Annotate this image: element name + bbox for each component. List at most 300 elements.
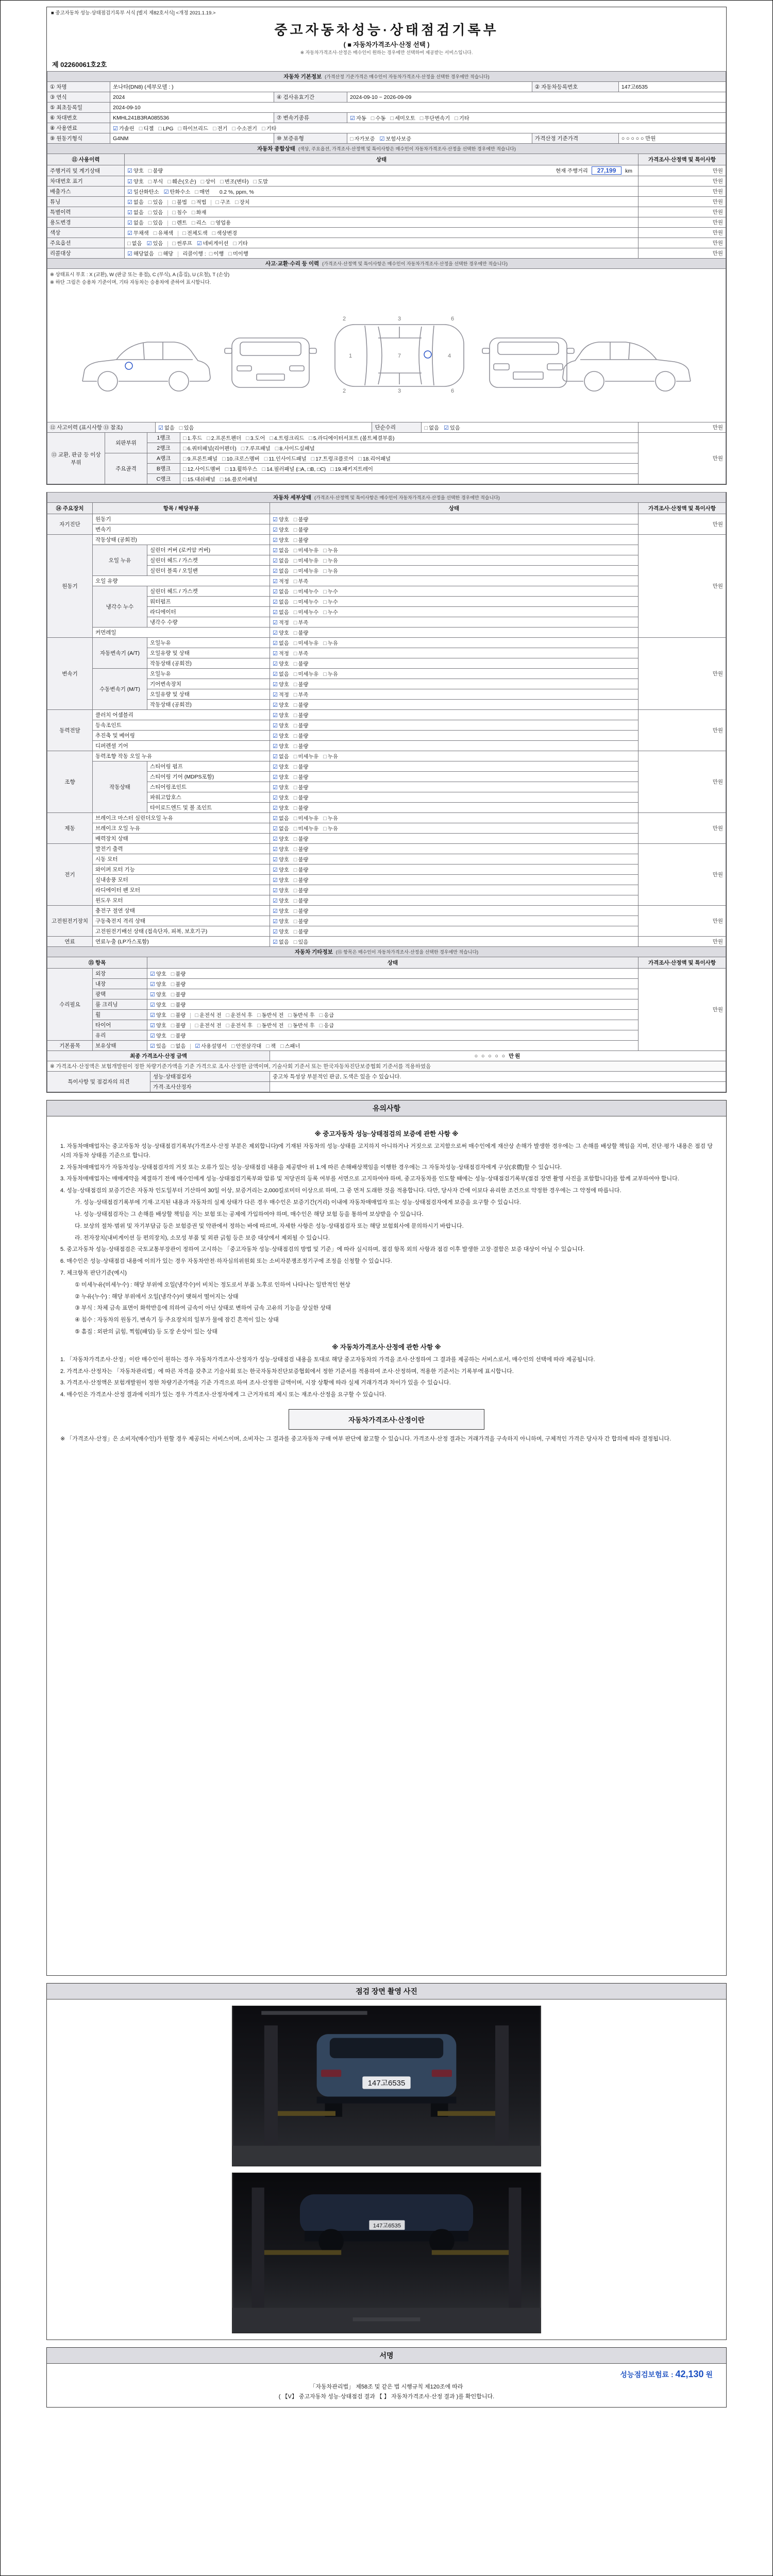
notice-body	[47, 1116, 726, 1454]
col-item: 항목 / 해당부품	[93, 503, 270, 514]
checkbox-option[interactable]: □ 기타	[455, 115, 469, 122]
checkbox-option[interactable]: □ 누유	[323, 671, 338, 677]
checkbox-option[interactable]: ☑ 있음	[150, 1043, 166, 1049]
checkbox-option[interactable]: □ 자가보증	[350, 136, 375, 142]
checkbox-option[interactable]: □ 없음	[171, 1043, 186, 1049]
warranty-options	[347, 133, 532, 144]
checkbox-option[interactable]: ☑ 양호	[273, 723, 289, 729]
amount-cell: 만원	[638, 207, 726, 217]
checkbox-option[interactable]: ☑ 없음	[273, 640, 289, 647]
year-value: 2024	[110, 92, 274, 103]
checkbox-option[interactable]: ☑ 양호	[273, 867, 289, 873]
checkbox-option[interactable]: □ 동반석 후	[288, 1012, 315, 1019]
checkbox-option[interactable]: ☑ 없음	[273, 939, 289, 945]
checkbox-option[interactable]: ☑ 있음	[146, 241, 163, 247]
checkbox-option[interactable]: □ 12.사이드멤버	[183, 466, 221, 472]
checkbox-option[interactable]: ☑ 양호	[273, 682, 289, 688]
page-title: 중고자동차성능·상태점검기록부	[274, 22, 499, 38]
checkbox-icon: □	[212, 230, 216, 236]
device-item-state	[270, 782, 638, 792]
checkbox-option[interactable]: ☑ 일산화탄소	[127, 189, 159, 195]
device-row	[47, 689, 726, 700]
checkbox-option[interactable]: ☑ 양호	[127, 179, 144, 185]
checkbox-option[interactable]: □ 누유	[323, 754, 338, 760]
checkbox-option[interactable]: □ 불량	[293, 713, 309, 719]
checkbox-option[interactable]: □ 불량	[293, 867, 309, 873]
checkbox-option[interactable]: ☑ 양호	[273, 836, 289, 842]
checkbox-option[interactable]: □ 10.크로스멤버	[222, 456, 260, 462]
checkbox-icon: □	[148, 179, 152, 185]
checkbox-option[interactable]: □ 미세누유	[293, 816, 319, 822]
device-item-state	[270, 700, 638, 710]
checkbox-option[interactable]: □ 불량	[171, 1033, 186, 1039]
checkbox-option[interactable]: □ 리스	[191, 220, 207, 226]
document-number: 제 02260061호2호	[52, 61, 107, 69]
checkbox-option[interactable]: □ 1.후드	[183, 435, 203, 442]
checkbox-option[interactable]: □ 부족	[293, 692, 309, 698]
checkbox-icon: □	[293, 908, 297, 914]
checkbox-option[interactable]: ☑ 양호	[150, 1012, 166, 1019]
checkbox-option[interactable]: ☑ 없음	[273, 589, 289, 595]
fee-value: 42,130	[675, 2369, 704, 2379]
checkbox-option[interactable]: □ 동반석 후	[288, 1023, 315, 1029]
checkbox-option[interactable]: □ 5.라디에이터서포트 (볼트체결부품)	[309, 435, 395, 442]
checkbox-option[interactable]: □ 무단변속기	[419, 115, 450, 122]
checkbox-option[interactable]: □ 미세누유	[293, 568, 319, 574]
checkbox-option[interactable]: □ 누유	[323, 816, 338, 822]
checkbox-option[interactable]: □ 14.필러패널 (□A, □B, □C)	[262, 466, 326, 472]
checkbox-option[interactable]: □ 11.인사이드패널	[264, 456, 307, 462]
checkbox-icon: ☑	[273, 754, 278, 760]
device-row	[47, 916, 726, 926]
checkbox-option[interactable]: □ 세미오토	[390, 115, 415, 122]
checkbox-option[interactable]: ☑ 양호	[150, 1023, 166, 1029]
checkbox-option[interactable]: □ 13.휠하우스	[225, 466, 258, 472]
svg-text:4: 4	[447, 353, 451, 359]
checkbox-option[interactable]: □ 불법	[172, 199, 187, 206]
checkbox-option[interactable]: □ 누수	[323, 609, 338, 616]
checkbox-option[interactable]: □ 불량	[293, 630, 309, 636]
checkbox-option[interactable]: ☑ 양호	[273, 713, 289, 719]
checkbox-option[interactable]: □ 수동	[371, 115, 386, 122]
etc-info-table	[47, 946, 726, 1051]
checkbox-option[interactable]: □ 2.프론트펜더	[207, 435, 242, 442]
checkbox-option[interactable]: □ 불량	[293, 743, 309, 750]
checkbox-option[interactable]: □ 불량	[293, 764, 309, 770]
checkbox-option[interactable]: □ 없음	[424, 425, 440, 431]
checkbox-option[interactable]: □ 미세누유	[293, 558, 319, 564]
checkbox-option[interactable]: ☑ 양호	[273, 527, 289, 533]
checkbox-option[interactable]: ☑ 양호	[273, 785, 289, 791]
checkbox-option[interactable]: □ 불량	[293, 919, 309, 925]
checkbox-icon: ☑	[163, 189, 169, 195]
checkbox-icon: ☑	[273, 548, 278, 554]
checkbox-option[interactable]: □ 4.트렁크리드	[270, 435, 305, 442]
device-item-state	[270, 761, 638, 772]
checkbox-option[interactable]: □ 영업용	[211, 220, 231, 226]
checkbox-option[interactable]: ☑ 해당없음	[127, 251, 154, 257]
checkbox-option[interactable]: □ 누유	[323, 568, 338, 574]
checkbox-icon: □	[293, 630, 297, 636]
checkbox-option[interactable]: □ 있음	[148, 220, 163, 226]
checkbox-option[interactable]: □ 부식	[148, 179, 163, 185]
checkbox-option[interactable]: □ 미이행	[228, 251, 248, 257]
checkbox-option[interactable]: ☑ 양호	[273, 743, 289, 750]
engine-type-value: G4NM	[110, 133, 274, 144]
checkbox-option[interactable]: □ 상이	[200, 179, 216, 185]
checkbox-option[interactable]: □ 불량	[171, 971, 186, 977]
checkbox-icon: ☑	[273, 661, 278, 667]
checkbox-icon: □	[293, 805, 297, 811]
checkbox-option[interactable]: ☑ 양호	[150, 971, 166, 977]
checkbox-option[interactable]: □ 불량	[171, 1002, 186, 1008]
checkbox-option[interactable]: □ 미세누유	[293, 826, 319, 832]
checkbox-option[interactable]: ☑ 없음	[273, 826, 289, 832]
checkbox-option[interactable]: □ 변조(변타)	[220, 179, 249, 185]
checkbox-option[interactable]: □ 미세누수	[293, 599, 319, 605]
notice-title: 유의사항	[47, 1100, 726, 1116]
checkbox-option[interactable]: □ LPG	[158, 126, 174, 132]
checkbox-icon: □	[139, 126, 143, 132]
checkbox-option[interactable]: ☑ 무채색	[127, 230, 149, 236]
checkbox-option[interactable]: □ 불량	[293, 723, 309, 729]
checkbox-option[interactable]: □ 훼손(오손)	[167, 179, 196, 185]
checkbox-icon: ☑	[273, 702, 278, 708]
checkbox-option[interactable]: ☑ 양호	[273, 929, 289, 935]
checkbox-option[interactable]: □ 불량	[293, 888, 309, 894]
checkbox-option[interactable]: ☑ 없음	[273, 671, 289, 677]
checkbox-icon: □	[293, 774, 297, 781]
device-row	[47, 658, 726, 669]
device-item-state	[270, 803, 638, 813]
amount-cell: 만원	[638, 638, 726, 710]
checkbox-option[interactable]: □ 누유	[323, 640, 338, 647]
notice-paragraph: 2. 가격조사·산정자는 「자동차관리법」에 따른 자격을 갖추고 기술사회 또는 한국자동차진단보증협회에서 정한 기준서를 적용하여 조사·산정하며, 적용한 기준서는 기록부에 표시합니다.	[60, 1368, 514, 1375]
checkbox-option[interactable]: ☑ 탄화수소	[163, 189, 191, 195]
checkbox-option[interactable]: ☑ 없음	[273, 548, 289, 554]
checkbox-option[interactable]: □ 불량	[293, 898, 309, 904]
checkbox-icon: □	[293, 888, 297, 894]
checkbox-option[interactable]: □ 불량	[293, 785, 309, 791]
device-item-label: 오일유량 및 상태	[147, 648, 270, 658]
checkbox-option[interactable]: □ 기타	[233, 241, 248, 247]
amount-cell: 만원	[638, 813, 726, 844]
checkbox-option[interactable]: □ 미세누수	[293, 609, 319, 616]
checkbox-option[interactable]: ☑ 양호	[273, 877, 289, 884]
device-item-state	[270, 555, 638, 566]
checkbox-icon: □	[171, 992, 175, 998]
device-row	[47, 885, 726, 895]
checkbox-option[interactable]: □ 불량	[293, 805, 309, 811]
checkbox-option[interactable]: □ 응급	[319, 1023, 334, 1029]
checkbox-icon: □	[171, 981, 175, 988]
device-group-label: 원동기	[47, 535, 93, 638]
checkbox-option[interactable]: ☑ 양호	[273, 805, 289, 811]
device-item-label: 오일 유량	[93, 576, 270, 586]
checkbox-option[interactable]: □ 없음	[127, 241, 142, 247]
checkbox-icon: ☑	[127, 168, 132, 174]
checkbox-option[interactable]: ☑ 없음	[273, 816, 289, 822]
checkbox-option[interactable]: □ 불량	[171, 1012, 186, 1019]
checkbox-option[interactable]: □ 미세누수	[293, 589, 319, 595]
checkbox-option[interactable]: □ 부족	[293, 620, 309, 626]
checkbox-option[interactable]: □ 운전석 후	[226, 1012, 253, 1019]
checkbox-option[interactable]: ☑ 없음	[127, 210, 144, 216]
checkbox-option[interactable]: ☑ 없음	[273, 568, 289, 574]
checkbox-icon: □	[350, 136, 354, 142]
checkbox-option[interactable]: □ 미세누유	[293, 548, 319, 554]
checkbox-option[interactable]: □ 불량	[293, 836, 309, 842]
notice-footer: ※ 「가격조사·산정」은 소비자(매수인)가 원할 경우 제공되는 서비스이며, 소비자는 그 결과를 중고자동차 구매 여부 판단에 참고할 수 있습니다. 가격조사·산정 결과는 거래가격을 구속하지 아니하며, 구체적인 가격은 당사자 간 합의에 따라 결정됩니다.	[60, 1436, 671, 1443]
checkbox-icon: □	[288, 1023, 292, 1029]
base-price-label: 가격산정 기준가격	[532, 133, 618, 144]
checkbox-option[interactable]: ☑ 양호	[273, 702, 289, 708]
checkbox-option[interactable]: ☑ 양호	[273, 919, 289, 925]
checkbox-option[interactable]: ☑ 양호	[150, 1002, 166, 1008]
checkbox-option[interactable]: ☑ 양호	[273, 630, 289, 636]
checkbox-option[interactable]: ☑ 보험사보증	[379, 136, 412, 142]
checkbox-option[interactable]: ☑ 양호	[150, 992, 166, 998]
checkbox-option[interactable]: □ 동반석 전	[257, 1023, 284, 1029]
checkbox-option[interactable]: ☑ 양호	[273, 888, 289, 894]
amount-cell: 만원	[638, 710, 726, 751]
device-row	[47, 669, 726, 679]
detail-state-block	[46, 492, 727, 1093]
checkbox-option[interactable]: ☑ 양호	[273, 898, 289, 904]
checkbox-option[interactable]: □ 있음	[179, 425, 194, 431]
checkbox-icon: □	[293, 898, 297, 904]
checkbox-option[interactable]: □ 구조	[215, 199, 231, 206]
checkbox-icon: □	[293, 785, 297, 791]
checkbox-option[interactable]: □ 잭	[266, 1043, 276, 1049]
checkbox-option[interactable]: □ 불량	[293, 774, 309, 781]
notice-paragraph: 2. 자동차매매업자가 자동차성능·상태점검자의 거짓 또는 오류가 있는 성능·상태점검 내용을 제공받아 위 1.에 따른 손해배상책임을 이행한 경우에는 그 자동차성능·상태점검자에게 구상(求償)할 수 있습니다.	[60, 1164, 562, 1171]
checkbox-option[interactable]: ☑ 양호	[273, 661, 289, 667]
checkbox-option[interactable]: □ 3.도어	[246, 435, 265, 442]
checkbox-option[interactable]: □ 불량	[293, 908, 309, 914]
checkbox-option[interactable]: ☑ 양호	[273, 764, 289, 770]
checkbox-option[interactable]: ☑ 양호	[273, 795, 289, 801]
checkbox-icon: ☑	[127, 189, 132, 195]
checkbox-option[interactable]: □ 적법	[191, 199, 207, 206]
checkbox-option[interactable]: □ 기타	[261, 126, 277, 132]
checkbox-option[interactable]: ☑ 적정	[273, 692, 289, 698]
device-row	[47, 782, 726, 792]
year-label: ③ 연식	[47, 92, 110, 103]
checkbox-option[interactable]: □ 수소전기	[232, 126, 257, 132]
checkbox-option[interactable]: ☑ 양호	[273, 517, 289, 523]
checkbox-option[interactable]: ☑ 양호	[273, 857, 289, 863]
checkbox-option[interactable]: ☑ 양호	[273, 908, 289, 914]
checkbox-icon: □	[275, 446, 279, 452]
checkbox-option[interactable]: □ 화재	[191, 210, 207, 216]
repair-needed-label: 수리필요	[47, 969, 93, 1041]
checkbox-option[interactable]: □ 있음	[293, 939, 309, 945]
checkbox-icon: □	[293, 671, 297, 677]
checkbox-icon: □	[195, 1023, 198, 1029]
notice-paragraph: 6. 매수인은 성능·상태점검 내용에 이의가 있는 경우 자동차안전·하자심의위원회 또는 소비자분쟁조정기구에 조정을 신청할 수 있습니다.	[60, 1258, 392, 1265]
checkbox-icon: ☑	[273, 537, 278, 544]
checkbox-option[interactable]: □ 운전석 전	[195, 1023, 222, 1029]
notice-paragraph: 1. 자동차매매업자는 중고자동차 성능·상태점검기록부(가격조사·산정 부분은 제외합니다)에 기재된 자동차의 성능·상태를 고지하지 아니하거나 거짓으로 고지함으로써 매수인에게 재산상 손해가 발생한 경우에는 그 손해를 배상할 책임을 지며, 진단·평가 내용은 점검 당시의 자동차 상태를 기준으로 합니다.	[60, 1143, 713, 1159]
checkbox-option[interactable]: ☑ 양호	[150, 981, 166, 988]
device-item-state	[270, 834, 638, 844]
first-reg-value: 2024-09-10	[110, 103, 726, 113]
checkbox-option[interactable]: □ 불량	[293, 846, 309, 853]
checkbox-option[interactable]: ☑ 가솔린	[113, 126, 135, 132]
checkbox-icon: ☑	[273, 898, 278, 904]
checkbox-option[interactable]: ☑ 없음	[158, 425, 175, 431]
checkbox-option[interactable]: □ 불량	[293, 537, 309, 544]
checkbox-icon: □	[293, 579, 297, 585]
checkbox-option[interactable]: □ 17.트렁크플로어	[311, 456, 354, 462]
checkbox-option[interactable]: ☑ 양호	[127, 168, 144, 174]
checkbox-option[interactable]: □ 미세누유	[293, 754, 319, 760]
checkbox-option[interactable]: □ 6.쿼터패널(리어펜더)	[183, 446, 237, 452]
checkbox-icon: ☑	[273, 620, 278, 626]
checkbox-option[interactable]: □ 장치	[235, 199, 250, 206]
checkbox-option[interactable]: □ 썬루프	[172, 241, 192, 247]
device-sub-label: 냉각수 누수	[93, 586, 147, 628]
checkbox-option[interactable]: ☑ 자동	[350, 115, 366, 122]
checkbox-option[interactable]: □ 불량	[293, 877, 309, 884]
checkbox-option[interactable]: □ 안전삼각대	[231, 1043, 262, 1049]
device-row	[47, 535, 726, 545]
checkbox-option[interactable]: □ 7.루프패널	[241, 446, 271, 452]
notice-paragraph: 7. 체크항목 판단기준(예시)	[60, 1269, 127, 1276]
checkbox-icon: ☑	[273, 692, 278, 698]
checkbox-option[interactable]: ☑ 적정	[273, 620, 289, 626]
checkbox-option[interactable]: □ 불량	[293, 795, 309, 801]
checkbox-option[interactable]: □ 불량	[293, 929, 309, 935]
checkbox-option[interactable]: □ 불량	[148, 168, 163, 174]
device-item-state	[270, 720, 638, 731]
checkbox-icon: ☑	[273, 877, 278, 884]
checkbox-option[interactable]: □ 운전석 전	[195, 1012, 222, 1019]
checkbox-option[interactable]: □ 불량	[293, 682, 309, 688]
checkbox-option[interactable]: ☑ 양호	[150, 1033, 166, 1039]
checkbox-option[interactable]: ☑ 양호	[273, 846, 289, 853]
device-item-state	[270, 751, 638, 761]
checkbox-option[interactable]: □ 있음	[148, 210, 163, 216]
section-title-accident: 사고·교환·수리 등 이력 (가격조사·산정액 및 특이사항은 매수인이 자동차가격조사·산정을 선택한 경우에만 적습니다)	[47, 259, 726, 269]
checkbox-option[interactable]: ☑ 사용설명서	[195, 1043, 227, 1049]
checkbox-option[interactable]: □ 전체도색	[182, 230, 208, 236]
checkbox-icon: □	[232, 126, 236, 132]
checkbox-option[interactable]: □ 전기	[212, 126, 228, 132]
checkbox-option[interactable]: □ 도말	[253, 179, 268, 185]
checkbox-icon: □	[262, 466, 266, 472]
checkbox-icon: □	[323, 754, 327, 760]
checkbox-option[interactable]: □ 불량	[171, 981, 186, 988]
checkbox-icon: □	[293, 599, 297, 605]
device-row	[47, 854, 726, 865]
notice-paragraph: 4. 매수인은 가격조사·산정 결과에 이의가 있는 경우 가격조사·산정자에게 그 근거자료의 제시 또는 재조사·산정을 요구할 수 있습니다.	[60, 1392, 386, 1398]
checkbox-option[interactable]: ☑ 없음	[273, 599, 289, 605]
checkbox-option[interactable]: □ 미세누유	[293, 640, 319, 647]
checkbox-icon: □	[293, 733, 297, 739]
checkbox-icon: ☑	[273, 764, 278, 770]
checkbox-option[interactable]: □ 이행	[209, 251, 224, 257]
checkbox-option[interactable]: ☑ 없음	[273, 754, 289, 760]
checkbox-option[interactable]: □ 동반석 전	[257, 1012, 284, 1019]
checkbox-option[interactable]: □ 불량	[293, 661, 309, 667]
checkbox-option[interactable]: □ 스패너	[280, 1043, 300, 1049]
checkbox-option[interactable]: □ 부족	[293, 651, 309, 657]
checkbox-option[interactable]: □ 매연	[195, 189, 210, 195]
checkbox-option[interactable]: □ 부족	[293, 579, 309, 585]
checkbox-option[interactable]: □ 누수	[323, 589, 338, 595]
checkbox-option[interactable]: □ 하이브리드	[178, 126, 208, 132]
checkbox-option[interactable]: □ 색상변경	[212, 230, 238, 236]
checkbox-icon: □	[293, 764, 297, 770]
checkbox-option[interactable]: □ 디젤	[139, 126, 154, 132]
checkbox-option[interactable]: ☑ 없음	[273, 609, 289, 616]
checkbox-option[interactable]: □ 불량	[293, 702, 309, 708]
checkbox-icon: ☑	[273, 939, 278, 945]
checkbox-option[interactable]: ☑ 없음	[127, 220, 144, 226]
checkbox-option[interactable]: □ 9.프론트패널	[183, 456, 217, 462]
checkbox-option[interactable]: □ 누수	[323, 599, 338, 605]
checkbox-option[interactable]: □ 침수	[172, 210, 187, 216]
checkbox-option[interactable]: □ 유채색	[153, 230, 174, 236]
checkbox-icon: □	[257, 1012, 261, 1019]
checkbox-option[interactable]: □ 렌트	[172, 220, 187, 226]
checkbox-option[interactable]: □ 19.패키지트레이	[330, 466, 373, 472]
checkbox-icon: ☑	[273, 846, 278, 853]
checkbox-option[interactable]: ☑ 없음	[127, 199, 144, 206]
checkbox-option[interactable]: □ 불량	[293, 517, 309, 523]
inspection-value: 2024-09-10 ~ 2026-09-09	[347, 92, 726, 103]
checkbox-option[interactable]: □ 18.리어패널	[358, 456, 391, 462]
checkbox-option[interactable]: ☑ 적정	[273, 651, 289, 657]
notice-paragraph: 3. 자동차매매업자는 매매계약을 체결하기 전에 매수인에게 성능·상태점검기록부와 압류 및 저당권의 등록 여부를 서면으로 고지하여야 하며, 중고자동차를 인도할 때에는 성능·상태점검기록부(점검 장면 촬영 사진을 포함합니다)를 함께 교부하여야 합니다.	[60, 1176, 679, 1182]
checkbox-option[interactable]: ☑ 적정	[273, 579, 289, 585]
notice-paragraph: 1. 「자동차가격조사·산정」이란 매수인이 원하는 경우 자동차가격조사·산정자가 성능·상태점검 내용을 토대로 해당 중고자동차의 가격을 조사·산정하여 그 결과를 제공하는 서비스로서, 매수인의 선택에 따라 제공됩니다.	[60, 1356, 595, 1363]
checkbox-option[interactable]: ☑ 양호	[273, 537, 289, 544]
checkbox-option[interactable]: □ 불량	[171, 992, 186, 998]
checkbox-icon: ☑	[150, 971, 155, 977]
checkbox-option[interactable]: ☑ 있음	[444, 425, 460, 431]
checkbox-option[interactable]: □ 해당	[158, 251, 174, 257]
checkbox-option[interactable]: □ 불량	[293, 527, 309, 533]
checkbox-option[interactable]: □ 16.플로어패널	[220, 477, 258, 483]
checkbox-option[interactable]: □ 8.사이드실패널	[275, 446, 315, 452]
checkbox-option[interactable]: □ 불량	[171, 1023, 186, 1029]
checkbox-option[interactable]: □ 미세누유	[293, 671, 319, 677]
checkbox-icon: □	[172, 241, 176, 247]
checkbox-option[interactable]: ☑ 네비게이션	[196, 241, 229, 247]
checkbox-option[interactable]: ☑ 없음	[273, 558, 289, 564]
checkbox-icon: ☑	[273, 517, 278, 523]
checkbox-icon: □	[293, 620, 297, 626]
checkbox-option[interactable]: □ 누유	[323, 548, 338, 554]
checkbox-option[interactable]: □ 응급	[319, 1012, 334, 1019]
usage-history-row	[47, 207, 726, 217]
device-row	[47, 926, 726, 937]
checkbox-option[interactable]: ☑ 양호	[273, 774, 289, 781]
checkbox-option[interactable]: □ 누유	[323, 826, 338, 832]
checkbox-option[interactable]: □ 15.대쉬패널	[183, 477, 215, 483]
device-row	[47, 813, 726, 823]
checkbox-option[interactable]: □ 누유	[323, 558, 338, 564]
checkbox-option[interactable]: ☑ 양호	[273, 733, 289, 739]
checkbox-option[interactable]: □ 운전석 후	[226, 1023, 253, 1029]
checkbox-option[interactable]: □ 있음	[148, 199, 163, 206]
checkbox-icon: □	[171, 1043, 175, 1049]
checkbox-option[interactable]: □ 불량	[293, 857, 309, 863]
checkbox-option[interactable]: □ 불량	[293, 733, 309, 739]
